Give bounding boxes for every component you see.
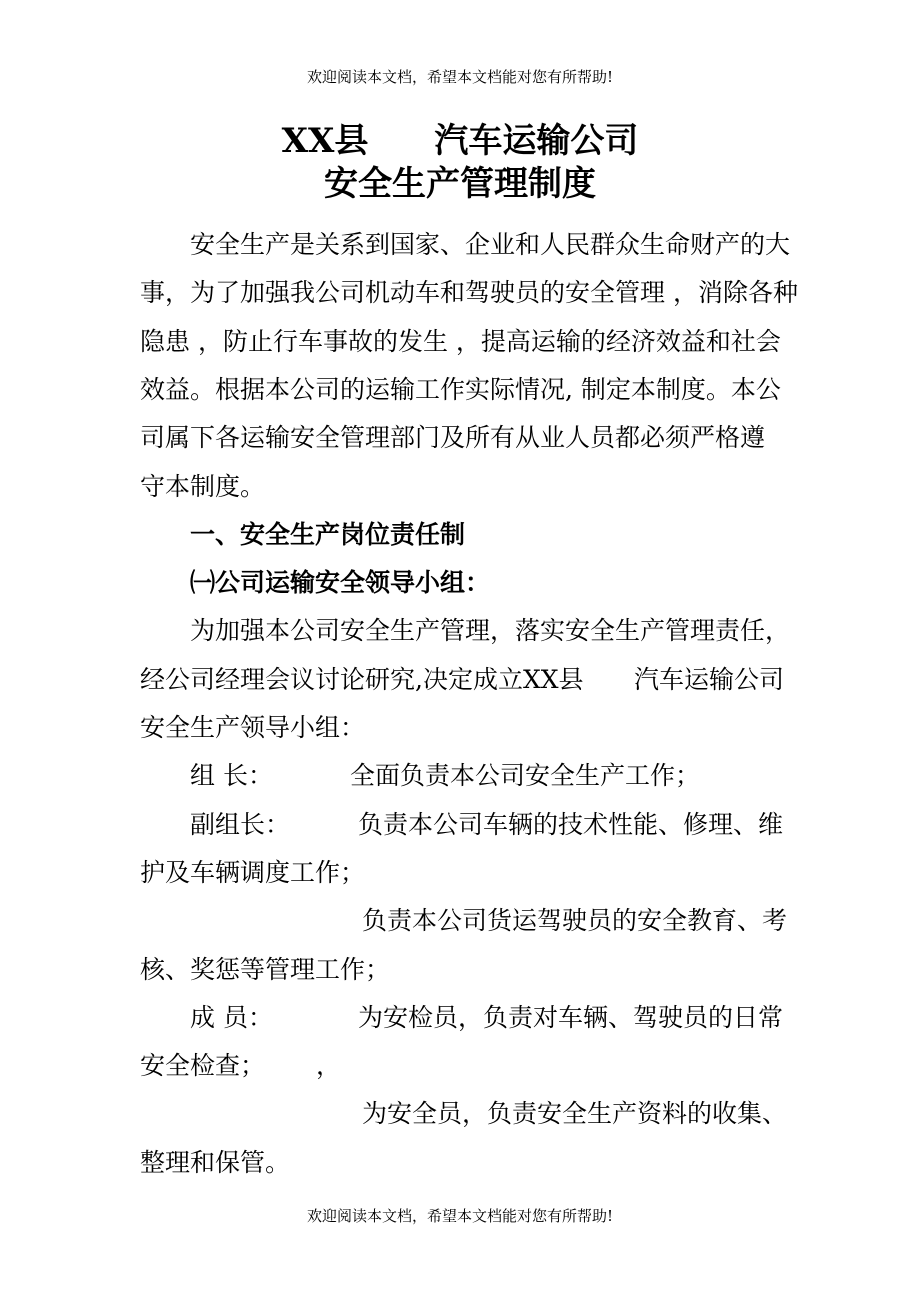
deputy-desc: 核、奖惩等管理工作； [140,955,391,984]
leader-desc: 全面负责本公司安全生产工作； [350,761,701,790]
page-header: 欢迎阅读本文档，希望本文档能对您有所帮助! [306,68,614,86]
member-desc: 安全检查； [140,1051,266,1080]
title-company: 汽车运输公司 [434,121,639,161]
title-line-2: 安全生产管理制度 [324,164,596,204]
deputy-desc: 负责本公司货运驾驶员的安全教育、考 [362,906,788,935]
deputy-label: 副组长： [190,810,291,839]
intro-line: 守本制度。 [140,472,266,501]
body-line: 安全生产领导小组： [140,713,366,742]
intro-line: 效益。根据本公司的运输工作实际情况, 制定本制度。本公 [140,375,781,404]
deputy-desc: 护及车辆调度工作； [140,858,366,887]
intro-line: 司属下各运输安全管理部门及所有从业人员都必须严格遵 [140,423,766,452]
member-comma: ， [316,1051,342,1080]
title-county: XX县 [281,121,369,161]
intro-line: 事，为了加强我公司机动车和驾驶员的安全管理 ，消除各种 [140,278,798,307]
member-desc: 为安检员，负责对车辆、驾驶员的日常 [358,1003,784,1032]
intro-line: 隐患 ，防止行车事故的发生 ，提高运输的经济效益和社会 [140,327,781,356]
section-heading: 一、安全生产岗位责任制 [190,520,466,549]
body-line: 经公司经理会议讨论研究,决定成立XX县 [140,665,584,694]
body-line-company: 汽车运输公司 [634,665,785,694]
member-desc: 为安全员，负责安全生产资料的收集、 [362,1099,788,1128]
member-desc: 整理和保管。 [140,1148,291,1177]
member-label: 成 员： [190,1003,273,1032]
deputy-desc: 负责本公司车辆的技术性能、修理、维 [358,810,784,839]
intro-line: 安全生产是关系到国家、企业和人民群众生命财产的大 [190,230,791,259]
leader-label: 组 长： [190,761,273,790]
body-line: 为加强本公司安全生产管理，落实安全生产管理责任， [190,616,791,645]
section-subheading: ㈠公司运输安全领导小组： [190,568,491,597]
title-line-1 [0,113,920,162]
page-footer: 欢迎阅读本文档，希望本文档能对您有所帮助! [306,1207,614,1225]
